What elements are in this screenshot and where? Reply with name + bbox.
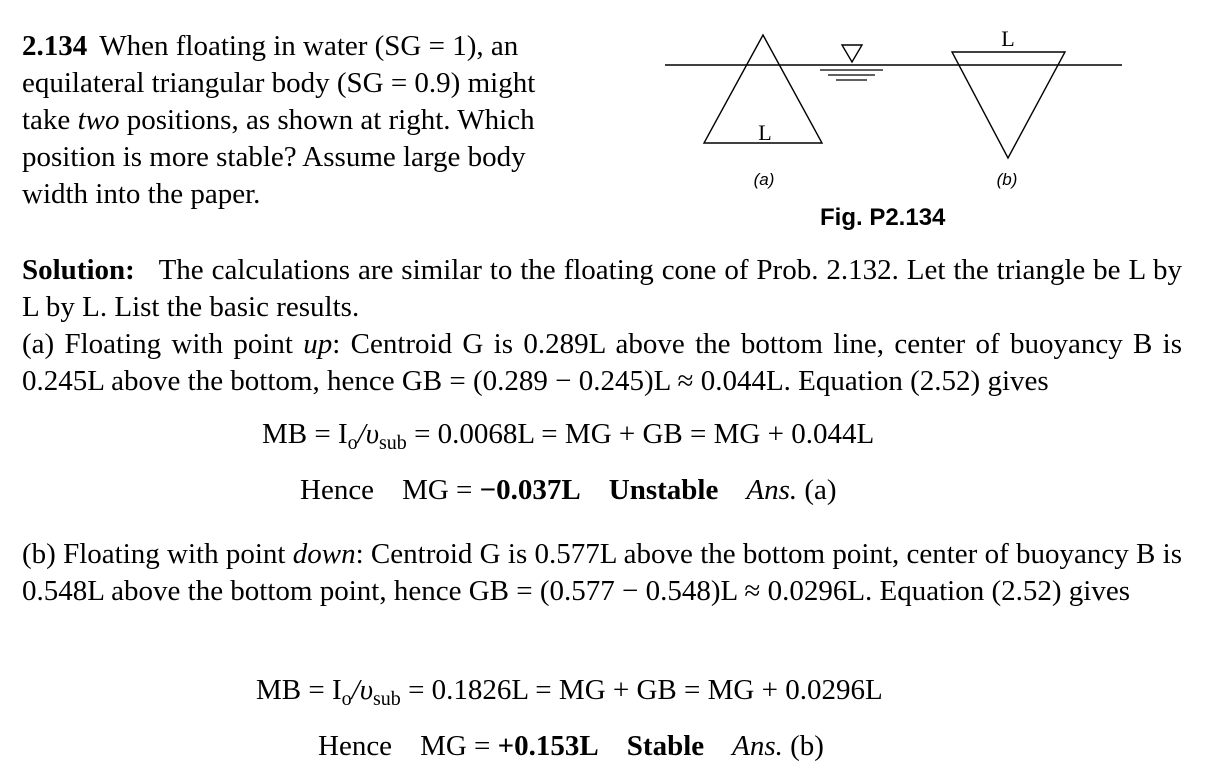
part-b-prefix: (b) Floating with point (22, 538, 293, 570)
eq-a-sub-o: o (347, 432, 358, 454)
eq-a-part3: = 0.0068L = MG + GB = MG + 0.044L (406, 418, 875, 450)
solution-heading: Solution: (22, 254, 135, 286)
position-label-a: (a) (753, 170, 775, 189)
eq-b-part3: = 0.1826L = MG + GB = MG + 0.0296L (400, 674, 883, 706)
figure-caption: Fig. P2.134 (820, 204, 946, 231)
part-b-text (22, 536, 1182, 610)
result-b-mg: MG = (420, 730, 498, 762)
eq-a-sub-sub: sub (379, 432, 407, 454)
result-a-verdict: Unstable (608, 474, 719, 506)
free-surface-symbol (842, 45, 862, 62)
position-label-b: (b) (996, 170, 1018, 189)
part-b-emphasis: down (292, 538, 356, 570)
result-b-ans: Ans. (732, 730, 783, 762)
figure-drawing (660, 20, 1130, 220)
eq-b-sub-o: o (341, 688, 352, 710)
part-b-body: : Centroid G is 0.577L above the bottom point, center of buoyancy B is 0.548L above the bottom point, hence GB = (0.577 − 0.548)L ≈ 0.0296L. Equation (2.52) gives (22, 538, 1182, 607)
result-a (300, 474, 837, 507)
result-a-ans: Ans. (746, 474, 798, 506)
eq-a-part1: MB = I (262, 418, 348, 450)
triangle-b-point-down (952, 52, 1065, 158)
result-b-tag: (b) (782, 730, 824, 762)
part-a-emphasis: up (303, 328, 333, 360)
result-a-tag: (a) (797, 474, 837, 506)
eq-b-sub-sub: sub (373, 688, 401, 710)
solution-intro-text: The calculations are similar to the floating cone of Prob. 2.132. Let the triangle be L by L by L. List the basic results. (22, 254, 1183, 323)
equation-b (256, 674, 883, 711)
part-a-prefix: (a) Floating with point (22, 328, 304, 360)
eq-b-part1: MB = I (256, 674, 342, 706)
result-b-value: +0.153L (497, 730, 599, 762)
problem-number: 2.134 (22, 30, 88, 62)
problem-text-1: When floating in water (SG = 1), an equilateral triangular body (SG = 0.9) might take (22, 30, 536, 136)
result-b (318, 730, 824, 763)
result-a-mg: MG = (402, 474, 480, 506)
figure-p2-134 (660, 20, 1130, 220)
problem-statement (22, 28, 582, 213)
problem-text-2: positions, as shown at right. Which position is more stable? Assume large body width into the paper. (22, 104, 535, 210)
problem-text-emphasis: two (77, 104, 120, 136)
result-a-value: −0.037L (479, 474, 581, 506)
eq-b-part2: /υ (351, 674, 374, 706)
solution-intro (22, 252, 1182, 326)
side-label-b: L (1001, 26, 1015, 51)
equation-a (262, 418, 874, 455)
result-b-verdict: Stable (626, 730, 705, 762)
eq-a-part2: /υ (357, 418, 380, 450)
part-a-body: : Centroid G is 0.289L above the bottom line, center of buoyancy B is 0.245L above the bottom, hence GB = (0.289 − 0.245)L ≈ 0.044L. Equation (2.52) gives (22, 328, 1182, 397)
result-b-hence: Hence (318, 730, 393, 762)
part-a-text (22, 326, 1182, 400)
result-a-hence: Hence (300, 474, 375, 506)
side-label-a: L (758, 120, 772, 145)
